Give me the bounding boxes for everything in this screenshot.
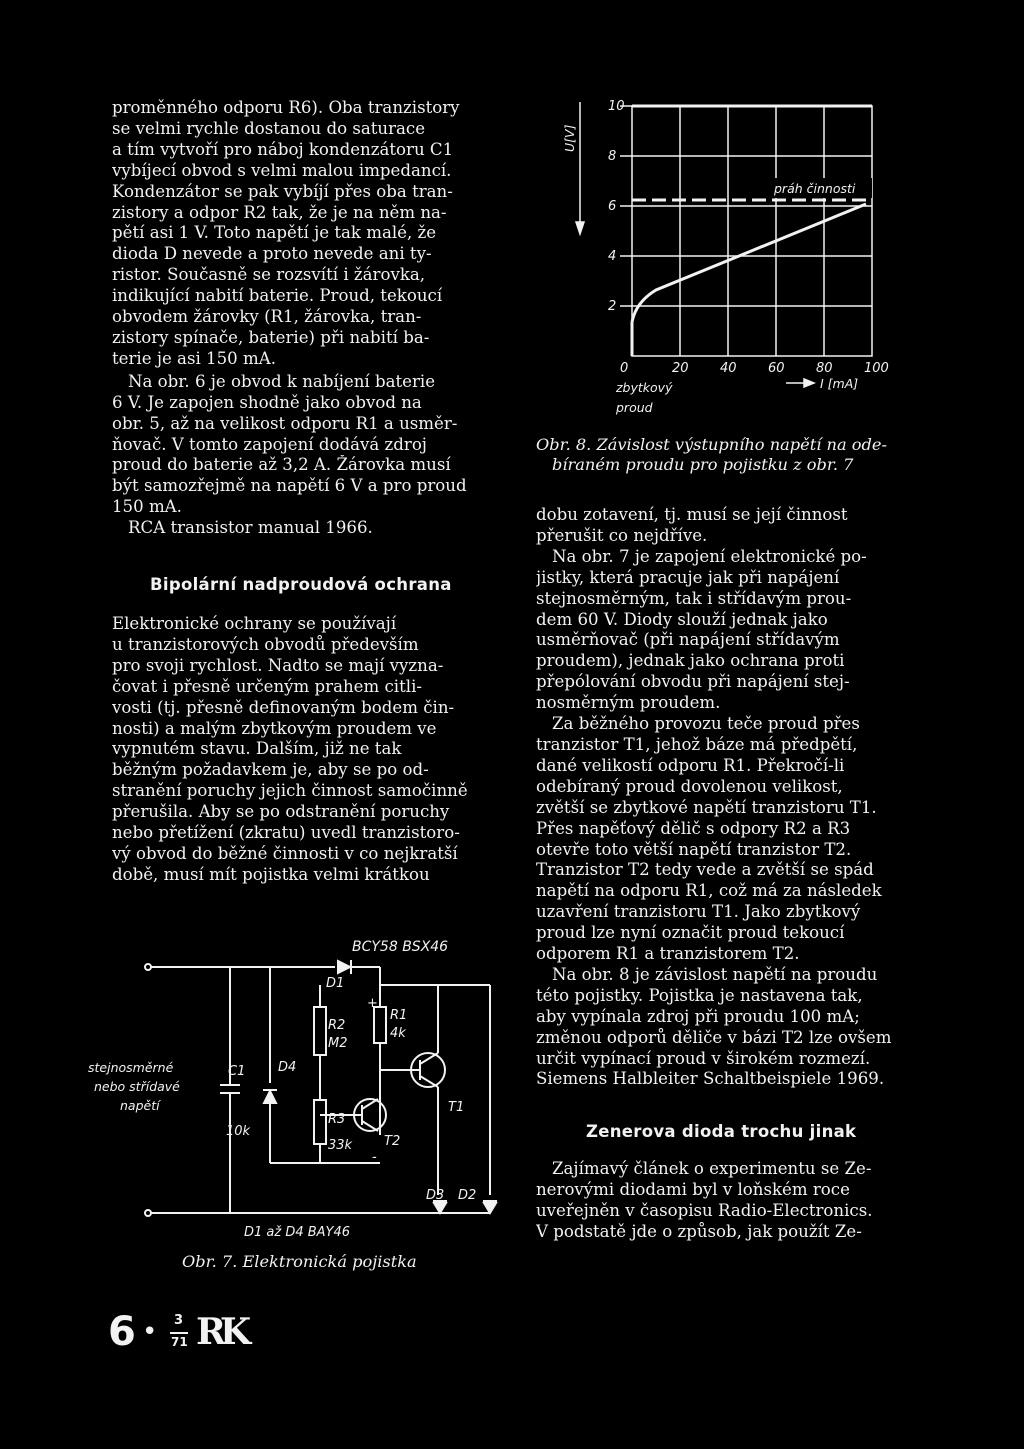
text-line: určit vypínací proud v širokém rozmezí.: [536, 1048, 871, 1068]
text-line: napětí na odporu R1, což má za následek: [536, 881, 882, 901]
c1-label: C1: [228, 1064, 246, 1079]
figure8-caption-line2: bíraném proudu pro pojistku z obr. 7: [552, 455, 854, 474]
issue-number: 3: [174, 1313, 184, 1328]
input-label-1: stejnosměrné: [88, 1060, 174, 1075]
right-column: [536, 435, 926, 1243]
x-axis-note-2: proud: [616, 400, 653, 415]
r2-value-label: M2: [328, 1036, 348, 1051]
y-tick-label: 8: [608, 149, 617, 164]
input-label-2: nebo střídavé: [94, 1079, 180, 1094]
text-line: proměnného odporu R6). Oba tranzistory: [112, 98, 460, 117]
x-tick-label: 0: [620, 361, 629, 376]
text-line: 150 mA.: [112, 497, 182, 517]
text-line: nosti) a malým zbytkovým proudem ve: [112, 718, 437, 738]
text-line: dioda D nevede a proto nevede ani ty-: [112, 244, 432, 264]
minus-label: -: [372, 1150, 377, 1165]
x-tick-label: 60: [768, 361, 785, 376]
footer-bullet: •: [142, 1317, 158, 1347]
text-line: proud do baterie až 3,2 A. Žárovka musí: [112, 455, 451, 475]
x-tick-labels: [620, 361, 889, 376]
section-heading-zener: Zenerova dioda trochu jinak: [586, 1122, 857, 1142]
x-tick-label: 100: [864, 361, 889, 376]
text-line: Kondenzátor se pak vybíjí přes oba tran-: [112, 181, 453, 201]
left-column: [112, 98, 504, 886]
text-line: Elektronické ochrany se používají: [112, 614, 397, 634]
r1-label: R1: [390, 1008, 408, 1023]
text-line: nerovými diodami byl v loňském roce: [536, 1180, 850, 1200]
section-heading-bipolar: Bipolární nadproudová ochrana: [150, 575, 452, 595]
r3-label: R3: [328, 1112, 346, 1127]
y-axis-label: U[V]: [562, 124, 577, 152]
figure7-caption: Obr. 7. Elektronická pojistka: [182, 1252, 417, 1271]
text-line: obvodem žárovky (R1, žárovka, tran-: [112, 307, 422, 327]
text-line: Na obr. 7 je zapojení elektronické po-: [552, 546, 867, 566]
r1-value-label: 4k: [390, 1026, 406, 1041]
text-line: pětí asi 1 V. Toto napětí je tak malé, že: [112, 223, 437, 243]
text-line: obr. 5, až na velikost odporu R1 a usměr-: [112, 413, 458, 433]
text-line: a tím vytvoří pro náboj kondenzátoru C1: [112, 139, 454, 159]
section-paragraph: [112, 614, 504, 886]
page-number: 6: [108, 1309, 136, 1355]
text-line: Na obr. 6 je obvod k nabíjení baterie: [128, 371, 436, 391]
text-line: vosti (tj. přesně definovaným bodem čin-: [112, 697, 455, 717]
text-line: Přes napěťový dělič s odpory R2 a R3: [536, 818, 851, 838]
x-axis-note-1: zbytkový: [616, 380, 673, 395]
obr7-paragraph: [536, 547, 926, 714]
source-line: RCA transistor manual 1966.: [128, 518, 373, 538]
intro-paragraph: [112, 98, 504, 370]
circuit-diagram: [80, 935, 510, 1275]
text-line: proudem), jednak jako ochrana proti: [536, 651, 845, 671]
text-line: Tranzistor T2 tedy vede a zvětší se spád: [536, 860, 874, 880]
d2-label: D2: [458, 1188, 477, 1203]
r2-label: R2: [328, 1018, 346, 1033]
text-line: zistory a odpor R2 tak, že je na něm na-: [112, 202, 447, 222]
text-line: pro svoji rychlost. Nadto se mají vyzna-: [112, 655, 444, 675]
text-line: přerušila. Aby se po odstranění poruchy: [112, 802, 450, 822]
text-line: změnou odporů děliče v bázi T2 lze ovšem: [536, 1027, 892, 1047]
transistor-types-label: BCY58 BSX46: [352, 939, 449, 955]
magazine-logo: RK: [196, 1311, 246, 1353]
text-line: Zajímavý článek o experimentu se Ze-: [552, 1159, 872, 1179]
text-line: uveřejněn v časopisu Radio-Electronics.: [536, 1201, 873, 1221]
text-line: době, musí mít pojistka velmi krátkou: [112, 864, 430, 884]
text-line: otevře toto větší napětí tranzistor T2.: [536, 839, 852, 859]
text-line: této pojistky. Pojistka je nastavena tak,: [536, 985, 863, 1005]
t2-label: T2: [384, 1134, 401, 1149]
text-line: V podstatě jde o způsob, jak použít Ze-: [536, 1222, 862, 1242]
year-number: 71: [171, 1335, 188, 1349]
text-line: usměrňovač (při napájení střídavým: [536, 630, 840, 650]
text-line: tranzistor T1, jehož báze má předpětí,: [536, 734, 858, 754]
d4-label: D4: [278, 1060, 297, 1075]
text-line: dem 60 V. Diody slouží jednak jako: [536, 609, 828, 629]
text-line: uzavření tranzistoru T1. Jako zbytkový: [536, 902, 861, 922]
text-line: 6 V. Je zapojen shodně jako obvod na: [112, 392, 422, 412]
text-line: přerušit co nejdříve.: [536, 525, 708, 545]
y-tick-label: 4: [608, 249, 617, 264]
text-line: dobu zotavení, tj. musí se její činnost: [536, 505, 848, 524]
text-line: odporem R1 a tranzistorem T2.: [536, 944, 800, 964]
text-line: Za běžného provozu teče proud přes: [552, 714, 860, 734]
text-line: stranění poruchy jejich činnost samočinně: [112, 781, 468, 801]
text-line: běžným požadavkem je, aby se po od-: [112, 760, 429, 780]
input-label-3: napětí: [120, 1098, 160, 1113]
text-line: vypnutém stavu. Dalším, již ne tak: [112, 739, 402, 759]
page-footer: [108, 1305, 308, 1377]
text-line: zistory spínače, baterie) při nabití ba-: [112, 327, 430, 347]
diodes-note: D1 až D4 BAY46: [244, 1225, 351, 1240]
text-line: přepólování obvodu při napájení stej-: [536, 672, 850, 692]
text-line: Na obr. 8 je závislost napětí na proudu: [552, 964, 878, 984]
d3-label: D3: [426, 1188, 445, 1203]
text-line: dané velikostí odporu R1. Překročí-li: [536, 755, 845, 775]
text-line: být samozřejmě na napětí 6 V a pro proud: [112, 476, 467, 496]
text-line: čovat i přesně určeným prahem citli-: [112, 676, 423, 696]
plus-label: +: [367, 996, 378, 1011]
text-line: odebíraný proud dovolenou velikost,: [536, 776, 843, 796]
text-line: ňovač. V tomto zapojení dodává zdroj: [112, 434, 427, 454]
text-line: zvětší se zbytkové napětí tranzistoru T1.: [536, 797, 877, 817]
text-line: aby vypínala zdroj při proudu 100 mA;: [536, 1006, 860, 1026]
text-line: terie je asi 150 mA.: [112, 348, 276, 368]
text-line: nosměrným proudem.: [536, 693, 721, 713]
text-line: jistky, která pracuje jak při napájení: [536, 567, 840, 587]
text-line: vybíjecí obvod s velmi malou impedancí.: [112, 160, 452, 180]
obr6-paragraph: [112, 372, 504, 518]
zener-paragraph: [536, 1159, 926, 1243]
voltage-current-chart: [560, 92, 890, 422]
y-tick-label: 6: [608, 199, 617, 214]
text-line: u tranzistorových obvodů především: [112, 634, 419, 654]
text-line: stejnosměrným, tak i střídavým prou-: [536, 588, 852, 608]
x-tick-label: 40: [720, 361, 737, 376]
x-axis-label: I [mA]: [820, 376, 859, 391]
t1-label: T1: [448, 1100, 465, 1115]
right-text-paragraph: [536, 505, 926, 547]
text-line: indikující nabití baterie. Proud, tekoucí: [112, 286, 443, 306]
x-tick-label: 20: [672, 361, 689, 376]
d1-label: D1: [326, 976, 345, 991]
c1-value-label: 10k: [226, 1124, 251, 1139]
obr8-paragraph: [536, 965, 926, 1090]
figure8-caption-line1: Obr. 8. Závislost výstupního napětí na ode-: [536, 435, 887, 454]
provoz-paragraph: [536, 714, 926, 965]
threshold-annotation: práh činnosti: [774, 181, 856, 196]
x-tick-label: 80: [816, 361, 833, 376]
r3-value-label: 33k: [328, 1138, 353, 1153]
text-line: proud lze nyní označit proud tekoucí: [536, 923, 845, 943]
text-line: ristor. Současně se rozsvítí i žárovka,: [112, 265, 426, 285]
text-line: vý obvod do běžné činnosti v co nejkratší: [112, 844, 458, 863]
fraction-line: [170, 1332, 188, 1334]
text-line: Siemens Halbleiter Schaltbeispiele 1969.: [536, 1069, 885, 1089]
text-line: se velmi rychle dostanou do saturace: [112, 118, 426, 138]
text-line: nebo přetížení (zkratu) uvedl tranzistoro-: [112, 823, 460, 843]
y-tick-label: 10: [608, 99, 625, 114]
y-tick-label: 2: [608, 299, 617, 314]
